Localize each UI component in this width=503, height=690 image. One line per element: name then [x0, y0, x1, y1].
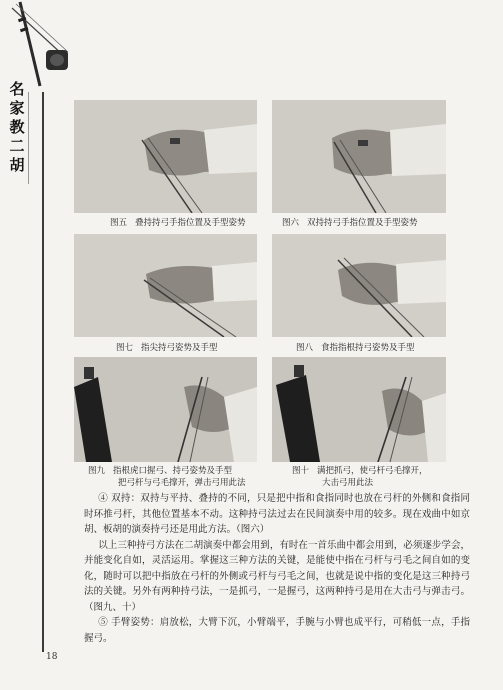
page-number: 18: [46, 652, 58, 662]
figure-caption: 叠持持弓手指位置及手型姿势: [135, 218, 246, 228]
body-text: [84, 491, 470, 646]
figure-label: 图七: [116, 343, 134, 353]
caption-fig10: [292, 465, 428, 489]
figure-label: 图十: [292, 466, 310, 476]
paragraph: ④ 双持：双持与平持、叠持的不同，只是把中指和食指同时也放在弓杆的外侧和食指同时环推弓杆，其他位置基本不动。这种持弓法过去在民间演奏中用的较多。现在戏曲中如京胡、板胡的演奏持弓还是用此方法。（图六）: [84, 493, 470, 535]
figure-label: 图八: [296, 343, 314, 353]
paragraph: 以上三种持弓方法在二胡演奏中都会用到，有时在一首乐曲中都会用到，必须逐步学会，并能变化自如，灵活运用。掌握这三种方法的关键，是能使中指在弓杆与弓毛之间自如的变化，随时可以把中指放在弓杆的外侧或弓杆与弓毛之间，也就是说中指的变化是这三种持弓法的关键。另外有两种持弓法，一是抓弓，一是握弓，这两种持弓是用在大击弓与弹击弓。（图九、十）: [84, 539, 470, 613]
figure-caption-line: 大击弓用此法: [322, 478, 374, 488]
caption-fig9: [88, 465, 246, 489]
book-title-char: 胡: [9, 156, 25, 174]
figure-caption: 食指指根持弓姿势及手型: [321, 343, 415, 353]
figure-label: 图五: [110, 218, 128, 228]
caption-fig6: [282, 217, 418, 229]
caption-fig8: [296, 342, 415, 354]
figure-caption: 指尖持弓姿势及手型: [141, 343, 218, 353]
photo-fig8: [272, 234, 446, 337]
paragraph: ⑤ 手臂姿势：肩放松，大臂下沉，小臂端平，手腕与小臂也成平行，可稍低一点，手指握弓。: [84, 617, 470, 644]
photo-fig5: [74, 100, 257, 213]
margin-rule: [42, 92, 44, 652]
figure-caption-line: 满把抓弓，使弓杆弓毛撑开，: [317, 466, 428, 476]
photo-fig10: [272, 357, 446, 462]
figure-caption-line: 把弓杆与弓毛撑开，弹击弓用此法: [118, 478, 246, 488]
figure-label: 图六: [282, 218, 300, 228]
photo-fig9: [74, 357, 257, 462]
caption-fig5: [110, 217, 246, 229]
figure-caption-line: 指根虎口握弓、持弓姿势及手型: [113, 466, 233, 476]
figure-caption: 双持持弓手指位置及手型姿势: [307, 218, 418, 228]
book-title-char: 二: [9, 137, 25, 155]
book-title-char: 名: [9, 80, 25, 98]
caption-fig7: [116, 342, 218, 354]
side-accent-line: [28, 92, 41, 184]
book-title-char: 教: [9, 118, 25, 136]
figure-label: 图九: [88, 466, 106, 476]
erhu-illustration: [2, 0, 82, 90]
book-title-char: 家: [9, 99, 25, 117]
photo-fig7: [74, 234, 257, 337]
photo-fig6: [272, 100, 446, 213]
